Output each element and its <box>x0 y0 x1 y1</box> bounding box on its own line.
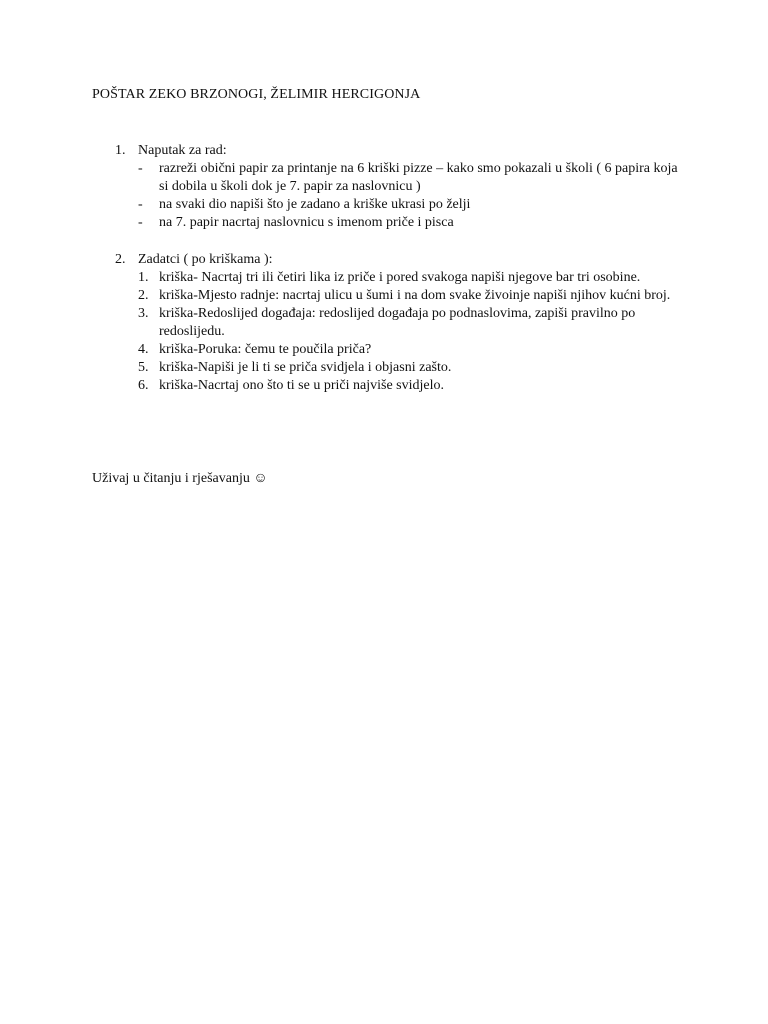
section-heading-row <box>92 251 692 269</box>
instructions-list <box>92 160 692 232</box>
section-instructions <box>92 142 692 232</box>
list-item <box>92 341 692 359</box>
closing-line: Uživaj u čitanju i rješavanju ☺ <box>92 471 268 486</box>
list-item-text: kriška-Mjesto radnje: nacrtaj ulicu u šumi i na dom svake živoinje napiši njihov kućni broj. <box>159 288 671 303</box>
section-tasks <box>92 251 692 395</box>
bullet-dash: - <box>138 197 143 212</box>
list-item-text: kriška- Nacrtaj tri ili četiri lika iz priče i pored svakoga napiši njegove bar tri osobine. <box>159 270 641 285</box>
list-item <box>92 305 692 341</box>
tasks-list <box>92 269 692 395</box>
section-heading: Zadatci ( po kriškama ): <box>138 252 273 267</box>
page-title: POŠTAR ZEKO BRZONOGI, ŽELIMIR HERCIGONJA <box>92 87 421 102</box>
list-item-text: kriška-Nacrtaj ono što ti se u priči najviše svidjelo. <box>159 378 444 393</box>
list-item-number: 1. <box>138 270 149 285</box>
list-item-text: kriška-Poruka: čemu te poučila priča? <box>159 342 372 357</box>
list-item-text: na svaki dio napiši što je zadano a kriške ukrasi po želji <box>159 197 471 212</box>
list-item-number: 2. <box>138 288 149 303</box>
list-item-text: razreži obični papir za printanje na 6 kriški pizze – kako smo pokazali u školi ( 6 papira koja si dobila u školi dok je 7. papir za naslovnicu ) <box>159 161 678 194</box>
list-item <box>92 377 692 395</box>
list-item-number: 3. <box>138 306 149 321</box>
list-item-number: 6. <box>138 378 149 393</box>
list-item <box>92 269 692 287</box>
list-item <box>92 196 692 214</box>
section-number: 1. <box>115 143 126 158</box>
bullet-dash: - <box>138 161 143 176</box>
list-item <box>92 359 692 377</box>
section-number: 2. <box>115 252 126 267</box>
list-item <box>92 214 692 232</box>
list-item <box>92 287 692 305</box>
section-heading: Naputak za rad: <box>138 143 227 158</box>
list-item-text: na 7. papir nacrtaj naslovnicu s imenom priče i pisca <box>159 215 454 230</box>
list-item <box>92 160 692 196</box>
section-heading-row <box>92 142 692 160</box>
list-item-text: kriška-Redoslijed događaja: redoslijed događaja po podnaslovima, zapiši pravilno po redoslijedu. <box>159 306 636 339</box>
list-item-number: 5. <box>138 360 149 375</box>
bullet-dash: - <box>138 215 143 230</box>
list-item-text: kriška-Napiši je li ti se priča svidjela i objasni zašto. <box>159 360 452 375</box>
list-item-number: 4. <box>138 342 149 357</box>
